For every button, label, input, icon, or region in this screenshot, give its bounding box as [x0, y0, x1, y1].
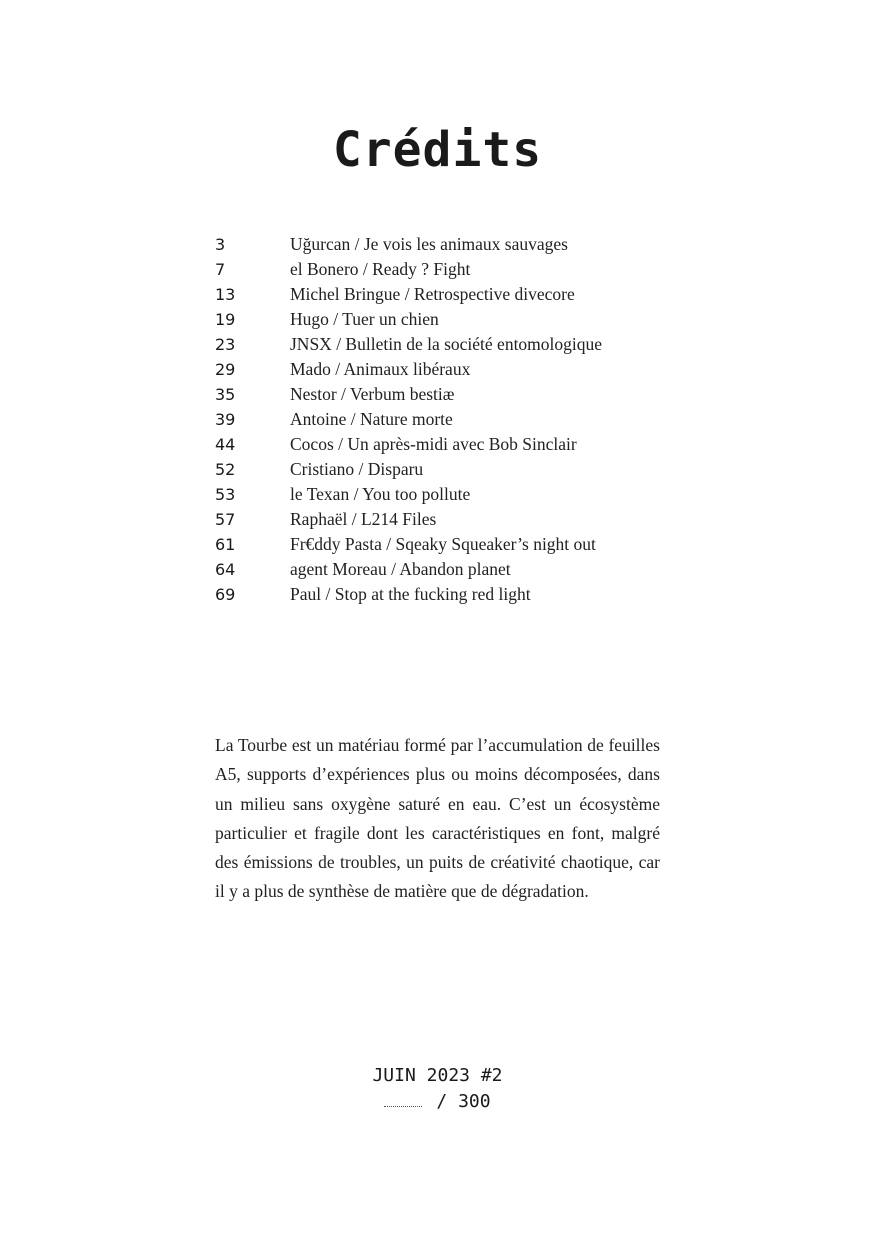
credit-row	[215, 432, 675, 457]
credit-page-number: 19	[215, 310, 236, 329]
credit-page-number: 52	[215, 460, 236, 479]
copy-total: / 300	[436, 1091, 491, 1112]
page-title: Crédits	[332, 122, 543, 178]
credits-list	[215, 232, 675, 607]
credit-row	[215, 232, 675, 257]
edition-label: JUIN 2023 #2	[372, 1065, 503, 1086]
credit-row	[215, 482, 675, 507]
credit-page-number: 39	[215, 410, 236, 429]
credit-row	[215, 507, 675, 532]
credit-row	[215, 407, 675, 432]
credit-page-number: 35	[215, 385, 236, 404]
credit-author-title: el Bonero / Ready ? Fight	[290, 259, 471, 279]
credit-row	[215, 532, 675, 557]
credit-page-number: 69	[215, 585, 236, 604]
credit-author-title: agent Moreau / Abandon planet	[290, 559, 511, 579]
credit-page-number: 44	[215, 435, 236, 454]
credit-row	[215, 382, 675, 407]
edition-line	[0, 1063, 875, 1089]
credit-author-title: Uğurcan / Je vois les animaux sauvages	[290, 234, 568, 254]
credit-page-number: 53	[215, 485, 236, 504]
credit-page-number: 7	[215, 260, 226, 279]
credit-page-number: 64	[215, 560, 236, 579]
credit-row	[215, 582, 675, 607]
credit-page-number: 29	[215, 360, 236, 379]
description-paragraph: La Tourbe est un matériau formé par l’accumulation de feuilles A5, supports d’expériences plus ou moins décomposées, dans un milieu sans oxygène saturé en eau. C’est un écosystème particulier et fragile dont les caractéristiques en font, malgré des émissions de troubles, un puits de créativité chaotique, car il y a plus de synthèse de matière que de dégradation.	[215, 735, 660, 902]
credit-author-title: Cristiano / Disparu	[290, 459, 424, 479]
credit-author-title: le Texan / You too pollute	[290, 484, 471, 504]
credit-row	[215, 282, 675, 307]
credit-page-number: 61	[215, 535, 236, 554]
credit-author-title: Hugo / Tuer un chien	[290, 309, 439, 329]
copy-number-blank	[384, 1092, 422, 1107]
credit-row	[215, 257, 675, 282]
credit-row	[215, 307, 675, 332]
credit-page-number: 13	[215, 285, 236, 304]
credit-author-title: Paul / Stop at the fucking red light	[290, 584, 531, 604]
credit-row	[215, 557, 675, 582]
footer	[0, 1063, 875, 1115]
credit-row	[215, 457, 675, 482]
credit-author-title: Cocos / Un après-midi avec Bob Sinclair	[290, 434, 577, 454]
credit-page-number: 57	[215, 510, 236, 529]
credit-author-title: Fr€ddy Pasta / Sqeaky Squeaker’s night out	[290, 534, 596, 554]
copy-number-line	[0, 1089, 875, 1115]
credit-author-title: Raphaël / L214 Files	[290, 509, 437, 529]
credit-author-title: JNSX / Bulletin de la société entomologique	[290, 334, 603, 354]
credit-author-title: Michel Bringue / Retrospective divecore	[290, 284, 575, 304]
credit-author-title: Nestor / Verbum bestiæ	[290, 384, 455, 404]
credit-page-number: 3	[215, 235, 226, 254]
credit-author-title: Mado / Animaux libéraux	[290, 359, 471, 379]
credit-row	[215, 332, 675, 357]
credit-author-title: Antoine / Nature morte	[290, 409, 453, 429]
credit-page-number: 23	[215, 335, 236, 354]
credit-row	[215, 357, 675, 382]
